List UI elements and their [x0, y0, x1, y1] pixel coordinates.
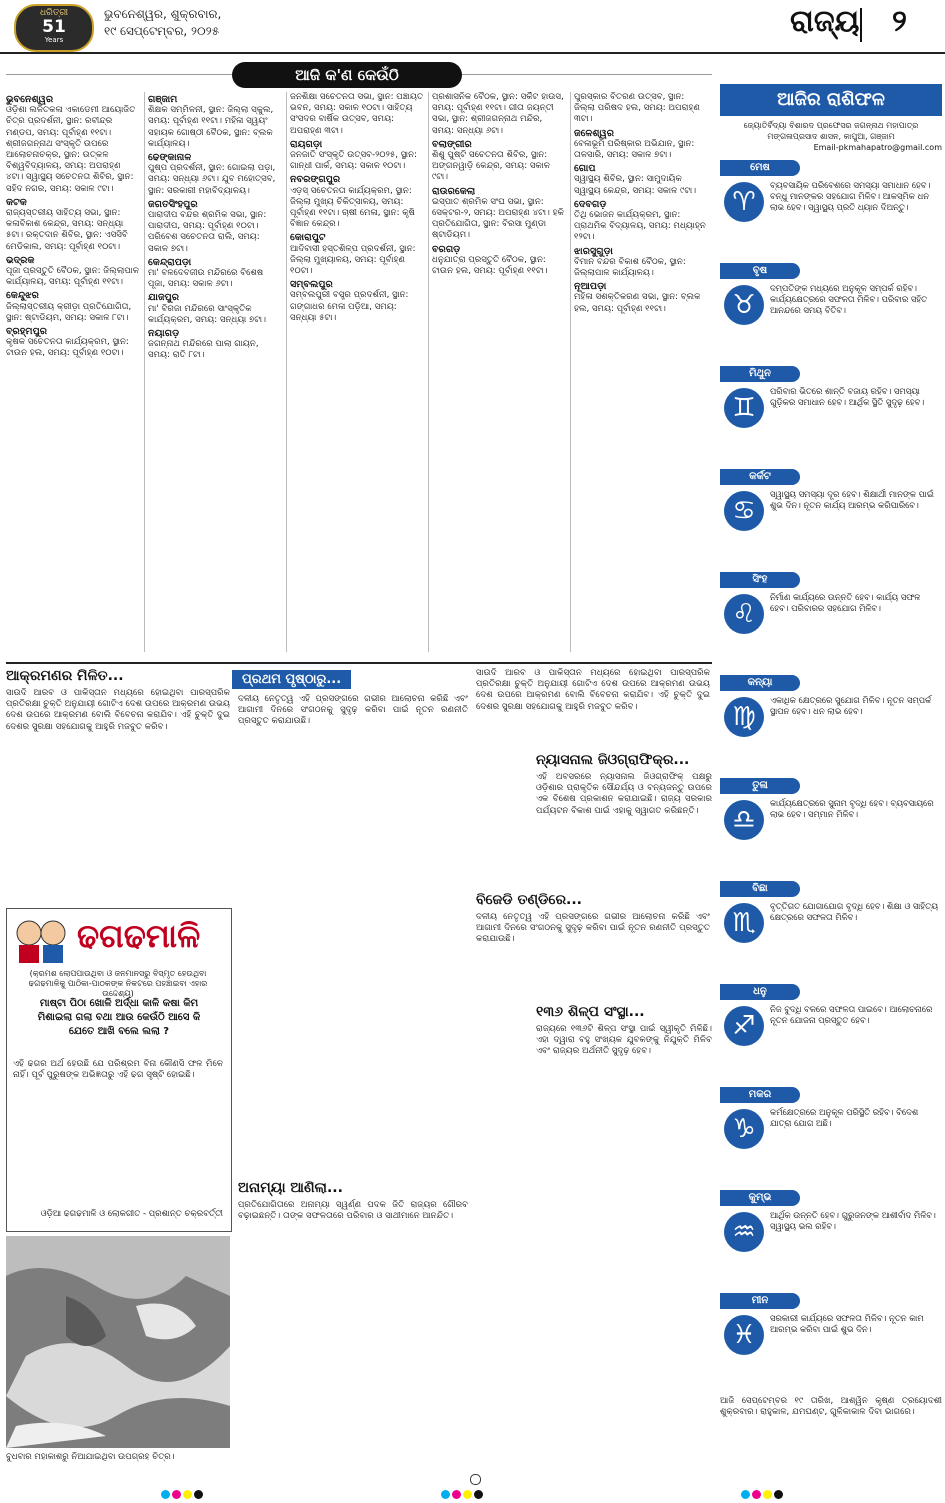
- event-city: ବଲାଙ୍ଗୀର: [432, 138, 472, 150]
- event-item: [290, 279, 424, 324]
- satellite-caption: ବୁଧବାର ମହାକାଶରୁ ନିଆଯାଇଥିବା ଉପଗ୍ରହ ଚିତ୍ର।: [6, 1452, 175, 1462]
- section-rule: [6, 662, 712, 664]
- horoscope-credit: [720, 120, 942, 153]
- print-footer: [0, 1482, 945, 1498]
- event-city: ବରଗଡ଼: [432, 243, 461, 255]
- satellite-image: [6, 1236, 230, 1448]
- event-item: [290, 139, 424, 173]
- event-item: [290, 174, 424, 230]
- article-anamya-title: ଅନାମ୍ୟା ଆଣିଲା...: [238, 1180, 343, 1196]
- event-item: [574, 92, 708, 126]
- sign-name: ଧନୁ: [720, 984, 800, 1000]
- event-city: ନୂଆପଡ଼ା: [574, 281, 607, 293]
- zodiac-icon: ♉: [724, 285, 764, 325]
- event-text: ତିଥି ଭୋଜନ କାର୍ଯ୍ୟକ୍ରମ, ସ୍ଥାନ: ପ୍ରାଥମିକ ବିଦ୍ୟାଳୟ, ସମୟ: ମଧ୍ୟାହ୍ନ ୧୨ଟା।: [574, 210, 706, 243]
- sign-prediction: ପରିବାର ଭିତରେ ଶାନ୍ତି ବଜାୟ ରହିବ। ସମସ୍ୟା ଗୁଡ଼ିକର ସମାଧାନ ହେବ। ଆର୍ଥିକ ସ୍ଥିତି ସୁଦୃଢ଼ ହେବ।: [770, 386, 925, 407]
- event-city: କଟକ: [6, 196, 27, 208]
- horoscope-sign: [720, 984, 942, 1084]
- sign-name: ମକର: [720, 1087, 800, 1103]
- event-text: ଜନଶିକ୍ଷା ସଚେତନତା ସଭା, ସ୍ଥାନ: ପଞ୍ଚାୟତ ଭବନ, ସମୟ: ସକାଳ ୧୦ଟା। ସାହିତ୍ୟ ସଂସଦର ବାର୍ଷିକ ଉତ୍ସବ, ସମୟ: ଅପରାହ୍ଣ ୩ଟା।: [290, 92, 424, 136]
- section-name: ରାଜ୍ୟ: [790, 4, 860, 39]
- event-city: ନୟାଗଡ଼: [148, 328, 180, 340]
- event-text: ପୂଜା ପ୍ରସ୍ତୁତି ବୈଠକ, ସ୍ଥାନ: ଜିଲ୍ଲାପାଳ କାର୍ଯ୍ୟାଳୟ, ସମୟ: ପୂର୍ବାହ୍ଣ ୧୧ଟା।: [6, 266, 139, 288]
- dhagadhamali-credit: ଓଡ଼ିଆ ଢଗଢମାଳି ଓ ଲୋକଗୀତ - ପ୍ରଶାନ୍ତ ଚକ୍ରବର୍ତ୍ତୀ: [40, 1209, 223, 1219]
- column-divider: [144, 92, 145, 652]
- horoscope-sign: [720, 778, 942, 878]
- dhagadhamali-title: ଢଗଢମାଳି: [77, 917, 201, 955]
- zodiac-icon: ♎: [724, 800, 764, 840]
- event-text: ଇସ୍ପାତ ଶ୍ରମିକ ସଂଘ ସଭା, ସ୍ଥାନ: ସେକ୍ଟର-୨, ସମୟ: ଅପରାହ୍ଣ ୪ଟା। ହକି ପ୍ରତିଯୋଗିତା, ସ୍ଥାନ: ବିରସା ମୁଣ୍ଡା ଷ୍ଟାଡିୟମ।: [432, 196, 564, 241]
- article-continuation-body: ଦଳୀୟ ନେତୃତ୍ୱ ଏହି ପ୍ରସଙ୍ଗରେ ଗଭୀର ଆଲୋଚନା କରିଛି ଏବଂ ଆଗାମୀ ଦିନରେ ସଂଗଠନକୁ ସୁଦୃଢ଼ କରିବା ପାଇଁ ନୂତନ ରଣନୀତି ପ୍ରସ୍ତୁତ କରାଯାଉଛି।: [238, 694, 468, 727]
- event-text: ବିମାନ ବନ୍ଦର ବିକାଶ ବୈଠକ, ସ୍ଥାନ: ଜିଲ୍ଲାପାଳ କାର୍ଯ୍ୟାଳୟ।: [574, 256, 686, 279]
- continued-label-box: [232, 668, 372, 687]
- event-item: [432, 244, 566, 278]
- event-item: [574, 128, 708, 162]
- article-bjd-lead: ସାଉଦି ଆରବ ଓ ପାକିସ୍ତାନ ମଧ୍ୟରେ ହୋଇଥିବା ପାରସ୍ପରିକ ପ୍ରତିରକ୍ଷା ଚୁକ୍ତି ଅନୁଯାୟୀ ଗୋଟିଏ ଦେଶ ଉପରେ ଆକ୍ରମଣ ଉଭୟ ଦେଶ ଉପରେ ଆକ୍ରମଣ ବୋଲି ବିବେଚନା କରାଯିବ। ଏହି ଚୁକ୍ତି ଦୁଇ ଦେଶର ସୁରକ୍ଷା ସହଯୋଗକୁ ଆହୁରି ମଜବୁତ କରିବ।: [476, 668, 710, 712]
- cartoon-figures-icon: [13, 915, 69, 965]
- event-city: କେନ୍ଦ୍ରାପଡ଼ା: [148, 256, 192, 268]
- horoscope-sign: [720, 469, 942, 569]
- horoscope-sign: [720, 881, 942, 981]
- horoscope-sign: [720, 160, 942, 260]
- city-day: ଭୁବନେଶ୍ୱର, ଶୁକ୍ରବାର,: [104, 7, 222, 21]
- sign-prediction: ନିଜ ବୁଦ୍ଧି ବଳରେ ସଫଳତା ପାଇବେ। ଆଲୋଚନାରେ ନୂତନ ଯୋଜନା ପ୍ରସ୍ତୁତ ହେବ।: [770, 1004, 933, 1025]
- event-text: ଆଦିବାସୀ ହସ୍ତଶିଳ୍ପ ପ୍ରଦର୍ଶନୀ, ସ୍ଥାନ: ଜିଲ୍ଲା ମୁଖ୍ୟାଳୟ, ସମୟ: ପୂର୍ବାହ୍ଣ ୧୦ଟା।: [290, 243, 416, 277]
- article-industry: [536, 1004, 712, 1058]
- event-item: [148, 292, 282, 326]
- event-text: ସ୍ୱାସ୍ଥ୍ୟ ଶିବିର, ସ୍ଥାନ: ସାମୁଦାୟିକ ସ୍ୱାସ୍ଥ୍ୟ କେନ୍ଦ୍ର, ସମୟ: ସକାଳ ୯ଟା।: [574, 174, 697, 196]
- event-text: ଜଗନ୍ନାଥ ମନ୍ଦିରରେ ପାଲା ଗାୟନ, ସମୟ: ରାତି ୮ଟା।: [148, 339, 259, 361]
- zodiac-icon: ♑: [724, 1109, 764, 1149]
- sign-prediction: କାର୍ଯ୍ୟକ୍ଷେତ୍ରରେ ସୁନାମ ବୃଦ୍ଧି ହେବ। ବ୍ୟବସାୟରେ ଲାଭ ହେବ। ସମ୍ମାନ ମିଳିବ।: [770, 798, 934, 819]
- event-item: [6, 326, 140, 360]
- event-text: ପୁରସ୍କାର ବିତରଣ ଉତ୍ସବ, ସ୍ଥାନ: ଜିଲ୍ଲା ପରିଷଦ ହଲ, ସମୟ: ଅପରାହ୍ଣ ୩ଟା।: [574, 92, 700, 125]
- sign-name: ତୁଳା: [720, 778, 800, 794]
- event-item: [574, 163, 708, 197]
- event-city: ନବରଙ୍ଗପୁର: [290, 174, 341, 186]
- event-text: ମହିଳା ସଶକ୍ତିକରଣ ସଭା, ସ୍ଥାନ: ବ୍ଲକ ହଲ, ସମୟ: ପୂର୍ବାହ୍ଣ ୧୧ଟା।: [574, 292, 701, 314]
- event-city: କୋରାପୁଟ: [290, 232, 326, 244]
- anniversary-badge: [14, 4, 94, 52]
- event-text: କୃଷକ ସଚେତନତା କାର୍ଯ୍ୟକ୍ରମ, ସ୍ଥାନ: ଟାଉନ ହଲ, ସମୟ: ପୂର୍ବାହ୍ଣ ୧୦ଟା।: [6, 337, 129, 359]
- event-item: [432, 186, 566, 242]
- event-text: ପାରାଦୀପ ବନ୍ଦର ଶ୍ରମିକ ସଭା, ସ୍ଥାନ: ପାରାଦୀପ, ସମୟ: ପୂର୍ବାହ୍ଣ ୧୦ଟା। ପରିବେଶ ସଚେତନତା ରାଲି, ସମୟ: ସକାଳ ୭ଟା।: [148, 210, 267, 254]
- event-city: ଢେଙ୍କାନାଳ: [148, 152, 192, 164]
- event-text: ଶିଶୁ ପୁଷ୍ଟି ସଚେତନତା ଶିବିର, ସ୍ଥାନ: ଅଙ୍ଗନୱାଡ଼ି କେନ୍ଦ୍ର, ସମୟ: ସକାଳ ୯ଟା।: [432, 150, 550, 183]
- sign-prediction: ନିର୍ମାଣ କାର୍ଯ୍ୟରେ ଉନ୍ନତି ହେବ। କାର୍ଯ୍ୟ ସଫଳ ହେବ। ପରିବାରର ସହଯୋଗ ମିଳିବ।: [770, 592, 921, 613]
- event-item: [6, 197, 140, 253]
- badge-name: ଧରିତ୍ରୀ: [39, 8, 69, 18]
- event-text: ଜନଜାତି ସଂସ୍କୃତି ଉତ୍ସବ-୨୦୨୫, ସ୍ଥାନ: ଗାନ୍ଧୀ ପାର୍କ, ସମୟ: ସକାଳ ୧୦ଟା।: [290, 150, 417, 172]
- astrologer-place: ମଙ୍ଗଳାପ୍ରସାଦ ଶାସନ, କାପୁଆ, ଗଞ୍ଜାମ: [767, 132, 895, 141]
- event-city: ଗଞ୍ଜାମ: [148, 94, 178, 105]
- sign-name: କୁମ୍ଭ: [720, 1190, 800, 1206]
- event-item: [290, 92, 424, 137]
- zodiac-icon: ♓: [724, 1315, 764, 1355]
- article-industry-body: ରାଜ୍ୟରେ ୧୩୬ଟି ଶିଳ୍ପ ସଂସ୍ଥା ପାଇଁ ସ୍ୱୀକୃତି ମିଳିଛି। ଏହା ଦ୍ୱାରା ବହୁ ସଂଖ୍ୟକ ଯୁବକଙ୍କୁ ନିଯୁକ୍ତି ମିଳିବ ଏବଂ ରାଜ୍ୟର ଅର୍ଥନୀତି ସୁଦୃଢ଼ ହେବ।: [536, 1024, 712, 1057]
- article-attack-body: ସାଉଦି ଆରବ ଓ ପାକିସ୍ତାନ ମଧ୍ୟରେ ହୋଇଥିବା ପାରସ୍ପରିକ ପ୍ରତିରକ୍ଷା ଚୁକ୍ତି ଅନୁଯାୟୀ ଗୋଟିଏ ଦେଶ ଉପରେ ଆକ୍ରମଣ ଉଭୟ ଦେଶ ଉପରେ ଆକ୍ରମଣ ବୋଲି ବିବେଚନା କରାଯିବ। ଏହି ଚୁକ୍ତି ଦୁଇ ଦେଶର ସୁରକ୍ଷା ସହଯୋଗକୁ ଆହୁରି ମଜବୁତ କରିବ।: [6, 688, 230, 732]
- event-text: ରାଜ୍ୟସ୍ତରୀୟ ସାହିତ୍ୟ ସଭା, ସ୍ଥାନ: କଳାବିକାଶ କେନ୍ଦ୍ର, ସମୟ: ସନ୍ଧ୍ୟା ୫ଟା। ରକ୍ତଦାନ ଶିବିର, ସ୍ଥାନ: ଏସସିବି ମେଡିକାଲ, ସମୟ: ପୂର୍ବାହ୍ଣ ୧୦ଟା।: [6, 208, 128, 252]
- article-attack: [6, 668, 230, 908]
- article-anamya: [238, 694, 468, 1174]
- article-bjd-title: ବିଜେଡି ତଣ୍ଡିରେ...: [476, 892, 583, 908]
- zodiac-icon: ♒: [724, 1212, 764, 1252]
- sign-prediction: ସରକାରୀ କାର୍ଯ୍ୟରେ ସଫଳତା ମିଳିବ। ନୂତନ କାମ ଆରମ୍ଭ କରିବା ପାଇଁ ଶୁଭ ଦିନ।: [770, 1313, 924, 1334]
- sign-prediction: କର୍ମକ୍ଷେତ୍ରରେ ଅନୁକୂଳ ପରିସ୍ଥିତି ରହିବ। ବିଦେଶ ଯାତ୍ରା ଯୋଗ ଅଛି।: [770, 1107, 919, 1128]
- sign-name: ମେଷ: [720, 160, 800, 176]
- sign-prediction: ଦମ୍ପତିଙ୍କ ମଧ୍ୟରେ ଅନୁକୂଳ ସମ୍ପର୍କ ରହିବ। କାର୍ଯ୍ୟକ୍ଷେତ୍ରରେ ସଫଳତା ମିଳିବ। ପରିବାର ସହିତ ଆନନ୍ଦରେ ସମୟ ବିତିବ।: [770, 283, 928, 315]
- event-city: ରାୟଗଡ଼ା: [290, 138, 323, 150]
- sign-prediction: ସ୍ୱାସ୍ଥ୍ୟ ସମସ୍ୟା ଦୂର ହେବ। ଶିକ୍ଷାର୍ଥୀ ମାନଙ୍କ ପାଇଁ ଶୁଭ ଦିନ। ନୂତନ କାର୍ଯ୍ୟ ଆରମ୍ଭ କରିପାରିବେ।: [770, 489, 934, 510]
- article-anamya-section: [238, 1180, 468, 1222]
- event-item: [574, 199, 708, 244]
- event-city: ଦେବଗଡ଼: [574, 198, 607, 210]
- color-marks-1: [160, 1484, 204, 1503]
- sign-prediction: ବୃତ୍ତିଗତ ଯୋଗାଯୋଗ ବୃଦ୍ଧି ହେବ। ଶିକ୍ଷା ଓ ସାହିତ୍ୟ କ୍ଷେତ୍ରରେ ସଫଳତା ମିଳିବ।: [770, 901, 939, 922]
- event-item: [148, 328, 282, 362]
- continued-label: ପ୍ରଥମ ପୃଷ୍ଠାରୁ...: [232, 670, 351, 689]
- event-item: [290, 232, 424, 277]
- zodiac-icon: ♌: [724, 594, 764, 634]
- sign-name: ବିଛା: [720, 881, 800, 897]
- article-natgeo-title: ନ୍ୟାସନାଲ ଜିଓଗ୍ରାଫିକ୍‌ର...: [536, 752, 690, 768]
- events-column: [290, 92, 424, 652]
- event-item: [6, 290, 140, 324]
- sign-name: କର୍କଟ: [720, 469, 800, 485]
- event-text: ପୁଷ୍ପ ପ୍ରଦର୍ଶନୀ, ସ୍ଥାନ: ଗୋଇଲା ପଡ଼ା, ସମୟ: ସନ୍ଧ୍ୟା ୬ଟା। ଯୁବ ମହୋତ୍ସବ, ସ୍ଥାନ: ସରକାରୀ ମହାବିଦ୍ୟାଳୟ।: [148, 163, 276, 196]
- event-city: ରାଉରକେଲା: [432, 185, 476, 197]
- sign-name: ବୃଷ: [720, 263, 800, 279]
- registration-mark: [470, 1470, 481, 1489]
- column-divider: [428, 92, 429, 652]
- horoscope-sign: [720, 675, 942, 775]
- page-number: ୨: [892, 4, 907, 39]
- event-item: [148, 152, 282, 197]
- event-city: ଭଦ୍ରକ: [6, 254, 35, 266]
- astrologer: ଜ୍ୟୋତିର୍ବିଦ୍ୟା ବିଶାରଦ ପ୍ରଫେସର ଜଗନ୍ନାଥ ମହାପାତ୍ର: [743, 121, 919, 130]
- badge-years-label: Years: [44, 36, 64, 44]
- zodiac-icon: ♏: [724, 903, 764, 943]
- event-item: [148, 257, 282, 291]
- event-item: [148, 199, 282, 255]
- zodiac-icon: ♊: [724, 388, 764, 428]
- dhagadhamali-verse: ମାଷ୍ଟା ପିଠା ଖୋଳି ଅର୍ଦ୍ଧା କାଳି କଷା କିମ ମିଶାଇଲା ଗଲା ବଥା ଆଉ କେଉଁଠି ଆସେ କି ଯେତେ ଆଖି ବଲେ ଲଲା ?: [37, 998, 201, 1037]
- event-text: ମା' ବିରଜା ମନ୍ଦିରରେ ସାଂସ୍କୃତିକ କାର୍ଯ୍ୟକ୍ରମ, ସମୟ: ସନ୍ଧ୍ୟା ୭ଟା।: [148, 303, 267, 325]
- event-text: ଶିକ୍ଷକ ସମ୍ମିଳନୀ, ସ୍ଥାନ: ଜିଲ୍ଲା ସ୍କୁଲ, ସମୟ: ପୂର୍ବାହ୍ଣ ୧୧ଟା। ମହିଳା ସ୍ୱୟଂ ସହାୟକ ଗୋଷ୍ଠୀ ବୈଠକ, ସ୍ଥାନ: ବ୍ଲକ କାର୍ଯ୍ୟାଳୟ।: [148, 105, 274, 149]
- events-column: [432, 92, 566, 652]
- zodiac-icon: ♈: [724, 182, 764, 222]
- event-city: ବ୍ରହ୍ମପୁର: [6, 326, 48, 338]
- horoscope-sign: [720, 1293, 942, 1393]
- event-city: ଜଳେଶ୍ୱର: [574, 127, 615, 139]
- dhagadhamali-subtitle: (କ୍ରମଶ ଲୋପପାଉଥିବା ଓ ଜନମାନସରୁ ବିସ୍ମୃତ ହେଉଥିବା ଢଗଢମାଳିକୁ ପାଠିକା-ପାଠକଙ୍କ ନିକଟରେ ପହଞ୍ଚାଇବା ଏହାର ଉଦ୍ଦେଶ୍ୟ): [28, 969, 208, 998]
- horoscope-sign: [720, 1190, 942, 1290]
- article-natgeo-body: ଏହି ଅବସରରେ ନ୍ୟାସନାଲ ଜିଓଗ୍ରାଫିକ୍ ପକ୍ଷରୁ ଓଡ଼ିଶାର ପ୍ରାକୃତିକ ସୌନ୍ଦର୍ଯ୍ୟ ଓ ବନ୍ୟଜନ୍ତୁ ଉପରେ ଏକ ବିଶେଷ ପ୍ରକାଶନ କରାଯାଇଛି। ରାଜ୍ୟ ସରକାର ପର୍ଯ୍ୟଟନ ବିକାଶ ପାଇଁ ଏହାକୁ ସ୍ୱାଗତ କରିଛନ୍ତି।: [536, 772, 712, 816]
- color-marks-3: [740, 1484, 784, 1503]
- dateline: [104, 6, 221, 40]
- event-item: [148, 94, 282, 150]
- event-text: ଜିଲ୍ଲାସ୍ତରୀୟ କ୍ରୀଡ଼ା ପ୍ରତିଯୋଗିତା, ସ୍ଥାନ: ଷ୍ଟାଡିୟମ, ସମୟ: ସକାଳ ୮ଟା।: [6, 301, 132, 323]
- sign-name: ସିଂହ: [720, 572, 800, 588]
- zodiac-icon: ♍: [724, 697, 764, 737]
- events-column: [6, 92, 140, 652]
- dhagadhamali-text: ଏହି ଢଗର ଅର୍ଥ ହେଉଛି ଯେ ପରିଶ୍ରମ ବିନା କୌଣସି ଫଳ ମିଳେ ନାହିଁ। ପୂର୍ବ ପୁରୁଷଙ୍କ ଅଭିଜ୍ଞତାରୁ ଏହି ଢଗ ସୃଷ୍ଟି ହୋଇଛି।: [13, 1059, 223, 1081]
- column-divider: [570, 92, 571, 652]
- events-column: [574, 92, 708, 652]
- horoscope-sign: [720, 366, 942, 466]
- sign-name: ମୀନ: [720, 1293, 800, 1309]
- event-city: ଯାଜପୁର: [148, 292, 180, 304]
- event-item: [574, 281, 708, 315]
- sign-prediction: ଏକାଧିକ କ୍ଷେତ୍ରରେ ସୁଯୋଗ ମିଳିବ। ନୂତନ ସମ୍ପର୍କ ସ୍ଥାପନ ହେବ। ଧନ ଲାଭ ହେବ।: [770, 695, 932, 716]
- event-item: [574, 246, 708, 280]
- badge-years: 51: [42, 17, 66, 37]
- masthead: [0, 0, 945, 54]
- zodiac-icon: ♋: [724, 491, 764, 531]
- event-item: [6, 255, 140, 289]
- event-city: ଜଗତସିଂହପୁର: [148, 198, 198, 210]
- event-item: [432, 92, 566, 137]
- event-text: ପ୍ରଶାସନିକ ବୈଠକ, ସ୍ଥାନ: ସର୍କିଟ ହାଉସ, ସମୟ: ପୂର୍ବାହ୍ଣ ୧୧ଟା। ଗୀତା ଜୟନ୍ତୀ ସଭା, ସ୍ଥାନ: ଶ୍ରୀଜଗନ୍ନାଥ ମନ୍ଦିର, ସମୟ: ସନ୍ଧ୍ୟା ୬ଟା।: [432, 92, 564, 136]
- astrologer-email[interactable]: Email-pkmahapatro@gmail.com: [813, 143, 942, 152]
- sign-prediction: ଆର୍ଥିକ ଉନ୍ନତି ହେବ। ଗୁରୁଜନଙ୍କ ଆଶୀର୍ବାଦ ମିଳିବ। ସ୍ୱାସ୍ଥ୍ୟ ଭଲ ରହିବ।: [770, 1210, 936, 1231]
- sign-name: କନ୍ୟା: [720, 675, 800, 691]
- article-anamya-body: ପ୍ରତିଯୋଗିତାରେ ଅନାମ୍ୟା ସ୍ୱର୍ଣ୍ଣ ପଦକ ଜିତି ରାଜ୍ୟର ଗୌରବ ବଢ଼ାଇଛନ୍ତି। ତାଙ୍କ ସଫଳତାରେ ପରିବାର ଓ ସାଥୀମାନେ ଆନନ୍ଦିତ।: [238, 1200, 468, 1222]
- article-attack-title: ଆକ୍ରମଣର ମିଳିତ...: [6, 668, 124, 684]
- horoscope-sign: [720, 1087, 942, 1187]
- event-city: ଝାରସୁଗୁଡ଼ା: [574, 245, 613, 257]
- event-city: ଗୋପ: [574, 163, 596, 175]
- event-city: କେନ୍ଦୁଝର: [6, 290, 39, 302]
- zodiac-icon: ♐: [724, 1006, 764, 1046]
- sign-prediction: ବ୍ୟବସାୟିକ ପରିବେଶରେ ସମସ୍ୟା ସମାଧାନ ହେବ। ବନ୍ଧୁ ମାନଙ୍କର ସହଯୋଗ ମିଳିବ। ଆକସ୍ମିକ ଧନ ଲାଭ ହେବ। ସ୍ୱାସ୍ଥ୍ୟ ପ୍ରତି ଧ୍ୟାନ ଦିଅନ୍ତୁ।: [770, 180, 931, 212]
- event-text: ମା' ବଳଦେବଜୀଉ ମନ୍ଦିରରେ ବିଶେଷ ପୂଜା, ସମୟ: ସକାଳ ୬ଟା।: [148, 268, 264, 290]
- event-city: ଭୁବନେଶ୍ୱର: [6, 94, 54, 105]
- event-text: ଏଡ଼ସ୍ ସଚେତନତା କାର୍ଯ୍ୟକ୍ରମ, ସ୍ଥାନ: ଜିଲ୍ଲା ମୁଖ୍ୟ ଚିକିତ୍ସାଳୟ, ସମୟ: ପୂର୍ବାହ୍ଣ ୧୧ଟା। ଚାଷୀ ମେଳା, ସ୍ଥାନ: କୃଷି ବିଜ୍ଞାନ କେନ୍ଦ୍ର।: [290, 185, 415, 230]
- event-city: ସମ୍ବଲପୁର: [290, 279, 333, 291]
- horoscope-sign: [720, 263, 942, 363]
- sign-name: ମିଥୁନ: [720, 366, 800, 382]
- horoscope-sign: [720, 572, 942, 672]
- horoscope-title: ଆଜିର ରାଶିଫଳ: [720, 84, 942, 116]
- event-text: ଧନୁଯାତ୍ରା ପ୍ରସ୍ତୁତି ବୈଠକ, ସ୍ଥାନ: ଟାଉନ ହଲ, ସମୟ: ପୂର୍ବାହ୍ଣ ୧୧ଟା।: [432, 254, 548, 277]
- article-bjd-body: ଦଳୀୟ ନେତୃତ୍ୱ ଏହି ପ୍ରସଙ୍ଗରେ ଗଭୀର ଆଲୋଚନା କରିଛି ଏବଂ ଆଗାମୀ ଦିନରେ ସଂଗଠନକୁ ସୁଦୃଢ଼ କରିବା ପାଇଁ ନୂତନ ରଣନୀତି ପ୍ରସ୍ତୁତ କରାଯାଉଛି।: [476, 912, 710, 945]
- column-divider: [286, 92, 287, 652]
- dhagadhamali-box: [6, 908, 232, 1232]
- masthead-divider: [860, 8, 862, 42]
- event-item: [6, 94, 140, 195]
- event-item: [432, 139, 566, 184]
- article-natgeo: [536, 752, 712, 817]
- events-title: ଆଜି କ'ଣ କେଉଁଠି: [232, 62, 462, 88]
- panchang: ଆଜି ସେପ୍ଟେମ୍ବର ୧୯ ତାରିଖ, ଆଶ୍ୱିନ କୃଷ୍ଣ ତ୍ରୟୋଦଶୀ ଶୁକ୍ରବାର। ରାହୁକାଳ, ଯମଘଣ୍ଟ, ଗୁଳିକାକାଳ ଦିବା ଭାଗରେ।: [720, 1396, 942, 1418]
- event-text: ସମ୍ବଲପୁରୀ ବସ୍ତ୍ର ପ୍ରଦର୍ଶନୀ, ସ୍ଥାନ: ଗଙ୍ଗାଧର ମେଳା ପଡ଼ିଆ, ସମୟ: ସନ୍ଧ୍ୟା ୫ଟା।: [290, 290, 409, 323]
- event-text: ଓଡ଼ିଶା ଲଳିତକଳା ଏକାଡେମୀ ଆୟୋଜିତ ଚିତ୍ର ପ୍ରଦର୍ଶନୀ, ସ୍ଥାନ: ରବୀନ୍ଦ୍ର ମଣ୍ଡପ, ସମୟ: ପୂର୍ବାହ୍ଣ ୧୧ଟା। ଶ୍ରୀଜଗନ୍ନାଥ ସଂସ୍କୃତି ଉପରେ ଆଲୋଚନାଚକ୍ର, ସ୍ଥାନ: ଉତ୍କଳ ବିଶ୍ୱବିଦ୍ୟାଳୟ, ସମୟ: ଅପରାହ୍ଣ ୪ଟା। ସ୍ୱାସ୍ଥ୍ୟ ସଚେତନତା ଶିବିର, ସ୍ଥାନ: ସହିଦ ନଗର, ସମୟ: ସକାଳ ୯ଟା।: [6, 105, 136, 194]
- events-column: [148, 92, 282, 652]
- article-industry-title: ୧୩୬ ଶିଳ୍ପ ସଂସ୍ଥା...: [536, 1004, 645, 1020]
- event-text: ବେଳାଭୂମି ପରିଷ୍କାର ଅଭିଯାନ, ସ୍ଥାନ: ତାଳସାରି, ସମୟ: ସକାଳ ୭ଟା।: [574, 138, 695, 161]
- date: ୧୯ ସେପ୍ଟେମ୍ବର, ୨୦୨୫: [104, 24, 220, 38]
